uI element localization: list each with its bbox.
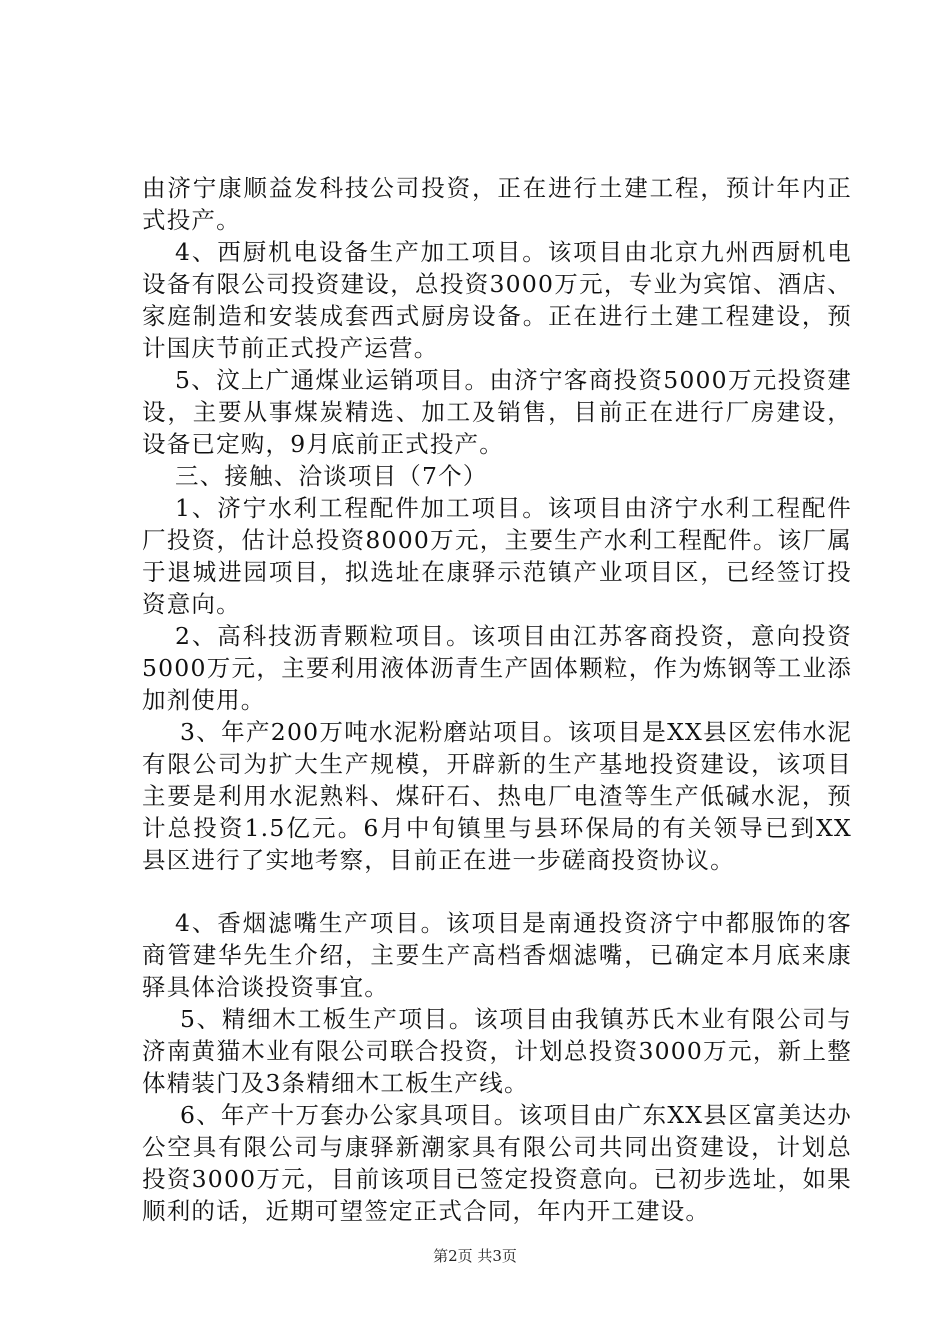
paragraph-item-4-filter: 4、香烟滤嘴生产项目。该项目是南通投资济宁中都服饰的客商管建华先生介绍，主要生产高档香烟滤嘴，已确定本月底来康驿具体洽谈投资事宜。 [142, 909, 852, 1001]
paragraph-item-3-cement: 3、年产200万吨水泥粉磨站项目。该项目是XX县区宏伟水泥有限公司为扩大生产规模，开辟新的生产基地投资建设，该项目主要是利用水泥熟料、煤矸石、热电厂电渣等生产低碱水泥，预计总投资1.5亿元。6月中旬镇里与县环保局的有关领导已到XX县区进行了实地考察，目前正在进一步磋商投资协议。 [142, 718, 852, 874]
section-heading-contact-projects: 三、接触、洽谈项目（7个） [175, 462, 488, 490]
paragraph-item-5-woodboard: 5、精细木工板生产项目。该项目由我镇苏氏木业有限公司与济南黄猫木业有限公司联合投资，计划总投资3000万元，新上整体精装门及3条精细木工板生产线。 [142, 1005, 852, 1097]
paragraph-continuation: 由济宁康顺益发科技公司投资，正在进行土建工程，预计年内正式投产。 [142, 174, 852, 234]
paragraph-item-4-kitchen-equipment: 4、西厨机电设备生产加工项目。该项目由北京九州西厨机电设备有限公司投资建设，总投资3000万元，专业为宾馆、酒店、家庭制造和安装成套西式厨房设备。正在进行土建工程建设，预计国庆节前正式投产运营。 [142, 238, 852, 362]
paragraph-item-1-water-parts: 1、济宁水利工程配件加工项目。该项目由济宁水利工程配件厂投资，估计总投资8000万元，主要生产水利工程配件。该厂属于退城进园项目，拟选址在康驿示范镇产业项目区，已经签订投资意向。 [142, 494, 852, 618]
page-number-footer: 第2页 共3页 [433, 1247, 517, 1265]
document-body [142, 172, 852, 1227]
paragraph-item-2-asphalt: 2、高科技沥青颗粒项目。该项目由江苏客商投资，意向投资5000万元，主要利用液体沥青生产固体颗粒，作为炼钢等工业添加剂使用。 [142, 622, 852, 714]
paragraph-item-6-furniture: 6、年产十万套办公家具项目。该项目由广东XX县区富美达办公空具有限公司与康驿新潮家具有限公司共同出资建设，计划总投资3000万元，目前该项目已签定投资意向。已初步选址，如果顺利的话，近期可望签定正式合同，年内开工建设。 [142, 1101, 852, 1225]
paragraph-item-5-coal: 5、汶上广通煤业运销项目。由济宁客商投资5000万元投资建设，主要从事煤炭精选、加工及销售，目前正在进行厂房建设，设备已定购，9月底前正式投产。 [142, 366, 852, 458]
